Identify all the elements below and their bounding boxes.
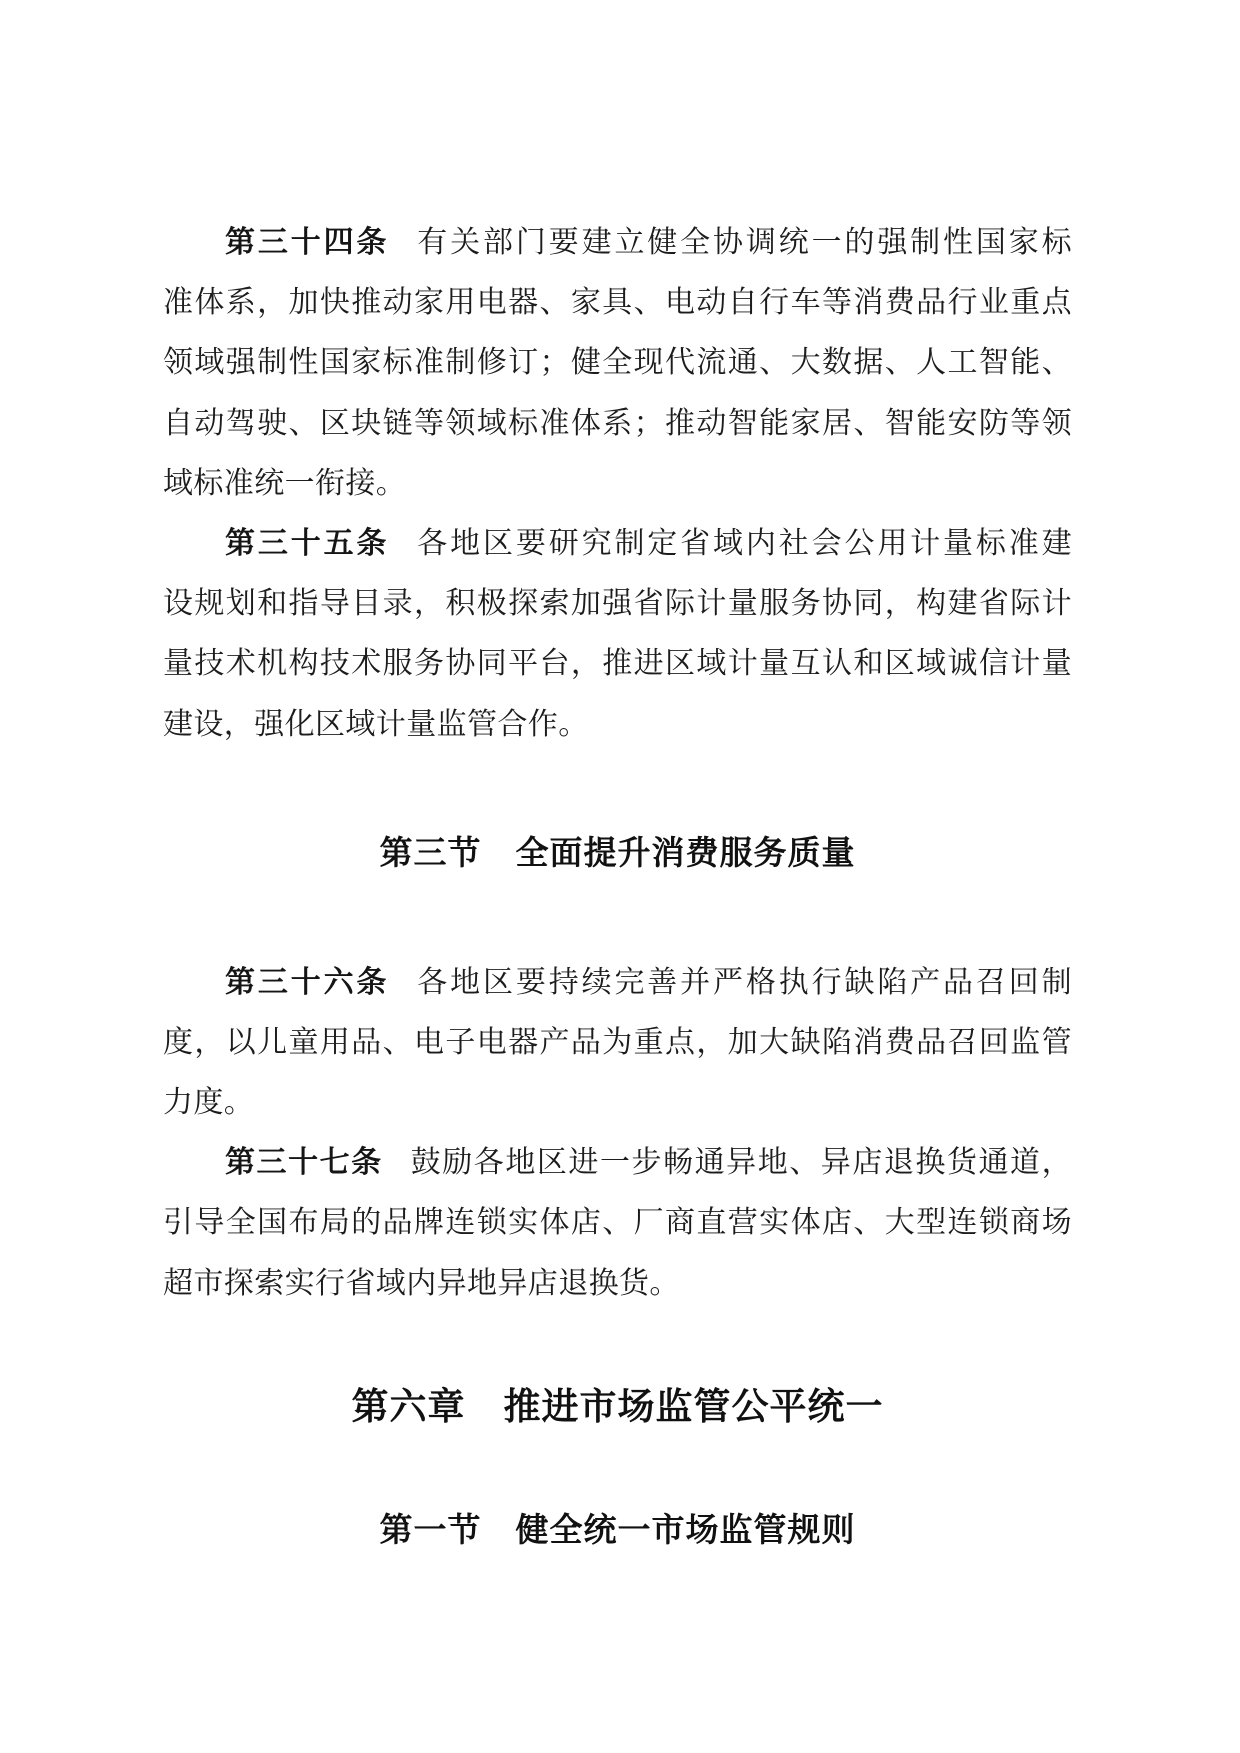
article-34-number: 第三十四条	[225, 226, 390, 259]
article-37-line-1-text: 鼓励各地区进一步畅通异地、异店退换货通道，	[410, 1146, 1072, 1180]
chapter-6-heading: 第六章 推进市场监管公平统一	[351, 1386, 884, 1428]
section-3-heading: 第三节 全面提升消费服务质量	[379, 833, 856, 871]
article-35-line-1-text: 各地区要研究制定省域内社会公用计量标准建	[417, 526, 1073, 560]
article-35-line-3: 量技术机构技术服务协同平台，推进区域计量互认和区域诚信计量	[163, 647, 1072, 681]
article-34-line-1	[163, 213, 1072, 273]
article-36-line-1	[163, 953, 1072, 1013]
article-35-line-4: 建设，强化区域计量监管合作。	[163, 707, 589, 741]
article-36	[163, 953, 1072, 1134]
article-34-line-4: 自动驾驶、区块链等领域标准体系；推动智能家居、智能安防等领	[163, 406, 1072, 440]
article-35	[163, 514, 1072, 755]
article-37	[163, 1133, 1072, 1314]
article-34-line-1-text: 有关部门要建立健全协调统一的强制性国家标	[417, 226, 1073, 259]
article-37-number: 第三十七条	[225, 1146, 383, 1180]
article-34-line-2: 准体系，加快推动家用电器、家具、电动自行车等消费品行业重点	[163, 286, 1072, 320]
article-35-line-1	[163, 514, 1072, 574]
article-37-line-2: 引导全国布局的品牌连锁实体店、厂商直营实体店、大型连锁商场	[163, 1206, 1072, 1240]
article-34	[163, 213, 1072, 514]
article-34-line-5: 域标准统一衔接。	[163, 466, 407, 500]
article-35-line-2: 设规划和指导目录，积极探索加强省际计量服务协同，构建省际计	[163, 587, 1072, 621]
section-1-heading: 第一节 健全统一市场监管规则	[379, 1510, 856, 1548]
article-34-line-3: 领域强制性国家标准制修订；健全现代流通、大数据、人工智能、	[163, 346, 1072, 380]
article-37-line-3: 超市探索实行省域内异地异店退换货。	[163, 1266, 680, 1300]
article-36-line-3: 力度。	[163, 1086, 255, 1120]
article-36-line-2: 度，以儿童用品、电子电器产品为重点，加大缺陷消费品召回监管	[163, 1025, 1072, 1059]
article-37-line-1	[163, 1133, 1072, 1193]
article-36-number: 第三十六条	[225, 965, 390, 999]
article-36-line-1-text: 各地区要持续完善并严格执行缺陷产品召回制	[417, 965, 1073, 999]
article-35-number: 第三十五条	[225, 526, 390, 560]
text-block	[163, 213, 1072, 1560]
